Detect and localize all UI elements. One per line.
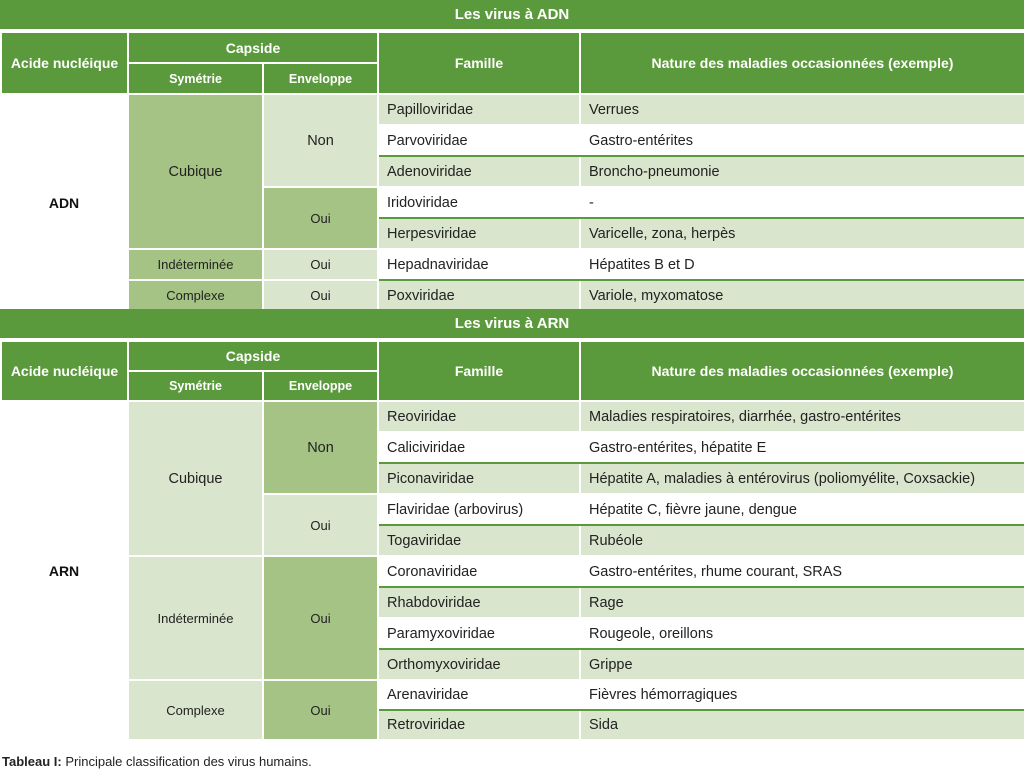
header-enveloppe: Enveloppe <box>263 371 378 401</box>
header-nature: Nature des maladies occasionnées (exemple) <box>580 32 1024 94</box>
famille-cell: Adenoviridae <box>378 156 580 187</box>
section-title-arn: Les virus à ARN <box>0 309 1024 340</box>
header-symetrie: Symétrie <box>128 63 263 94</box>
maladie-cell: Fièvres hémorragiques <box>580 680 1024 710</box>
table-adn <box>0 31 1024 312</box>
acide-nucleique-value: ARN <box>1 401 128 740</box>
famille-cell: Parvoviridae <box>378 125 580 156</box>
famille-cell: Hepadnaviridae <box>378 249 580 280</box>
header-capside: Capside <box>128 341 378 371</box>
symetrie-cell: Cubique <box>128 94 263 249</box>
enveloppe-cell: Oui <box>263 494 378 556</box>
famille-cell: Poxviridae <box>378 280 580 311</box>
header-acide: Acide nucléique <box>1 32 128 94</box>
famille-cell: Orthomyxoviridae <box>378 649 580 680</box>
maladie-cell: Varicelle, zona, herpès <box>580 218 1024 249</box>
enveloppe-cell: Oui <box>263 249 378 280</box>
enveloppe-cell: Oui <box>263 680 378 740</box>
table-row <box>1 556 1024 587</box>
header-famille: Famille <box>378 341 580 401</box>
header-nature: Nature des maladies occasionnées (exemple) <box>580 341 1024 401</box>
maladie-cell: Broncho-pneumonie <box>580 156 1024 187</box>
maladie-cell: Gastro-entérites, hépatite E <box>580 432 1024 463</box>
header-enveloppe: Enveloppe <box>263 63 378 94</box>
maladie-cell: Gastro-entérites, rhume courant, SRAS <box>580 556 1024 587</box>
table-row <box>1 94 1024 125</box>
famille-cell: Papilloviridae <box>378 94 580 125</box>
header-capside: Capside <box>128 32 378 63</box>
maladie-cell: Sida <box>580 710 1024 740</box>
symetrie-cell: Complexe <box>128 280 263 311</box>
famille-cell: Togaviridae <box>378 525 580 556</box>
maladie-cell: Grippe <box>580 649 1024 680</box>
enveloppe-cell: Oui <box>263 187 378 249</box>
symetrie-cell: Indéterminée <box>128 556 263 680</box>
maladie-cell: Verrues <box>580 94 1024 125</box>
table-row <box>1 680 1024 710</box>
table-row <box>1 280 1024 311</box>
enveloppe-cell: Non <box>263 401 378 494</box>
maladie-cell: - <box>580 187 1024 218</box>
section-title-adn: Les virus à ADN <box>0 0 1024 31</box>
table-caption <box>2 754 312 769</box>
maladie-cell: Rougeole, oreillons <box>580 618 1024 649</box>
famille-cell: Rhabdoviridae <box>378 587 580 618</box>
symetrie-cell: Cubique <box>128 401 263 556</box>
famille-cell: Herpesviridae <box>378 218 580 249</box>
maladie-cell: Maladies respiratoires, diarrhée, gastro-entérites <box>580 401 1024 432</box>
enveloppe-cell: Non <box>263 94 378 187</box>
famille-cell: Iridoviridae <box>378 187 580 218</box>
maladie-cell: Rubéole <box>580 525 1024 556</box>
maladie-cell: Gastro-entérites <box>580 125 1024 156</box>
maladie-cell: Variole, myxomatose <box>580 280 1024 311</box>
table-row <box>1 249 1024 280</box>
maladie-cell: Hépatite A, maladies à entérovirus (poliomyélite, Coxsackie) <box>580 463 1024 494</box>
header-acide: Acide nucléique <box>1 341 128 401</box>
caption-text: Principale classification des virus humains. <box>61 754 312 769</box>
table-arn <box>0 340 1024 741</box>
enveloppe-cell: Oui <box>263 556 378 680</box>
table-row <box>1 401 1024 432</box>
maladie-cell: Rage <box>580 587 1024 618</box>
famille-cell: Paramyxoviridae <box>378 618 580 649</box>
header-famille: Famille <box>378 32 580 94</box>
famille-cell: Caliciviridae <box>378 432 580 463</box>
acide-nucleique-value: ADN <box>1 94 128 311</box>
enveloppe-cell: Oui <box>263 280 378 311</box>
famille-cell: Piconaviridae <box>378 463 580 494</box>
caption-label: Tableau I: <box>2 754 62 769</box>
famille-cell: Retroviridae <box>378 710 580 740</box>
famille-cell: Coronaviridae <box>378 556 580 587</box>
symetrie-cell: Indéterminée <box>128 249 263 280</box>
famille-cell: Flaviridae (arbovirus) <box>378 494 580 525</box>
maladie-cell: Hépatite C, fièvre jaune, dengue <box>580 494 1024 525</box>
famille-cell: Arenaviridae <box>378 680 580 710</box>
maladie-cell: Hépatites B et D <box>580 249 1024 280</box>
header-symetrie: Symétrie <box>128 371 263 401</box>
symetrie-cell: Complexe <box>128 680 263 740</box>
famille-cell: Reoviridae <box>378 401 580 432</box>
